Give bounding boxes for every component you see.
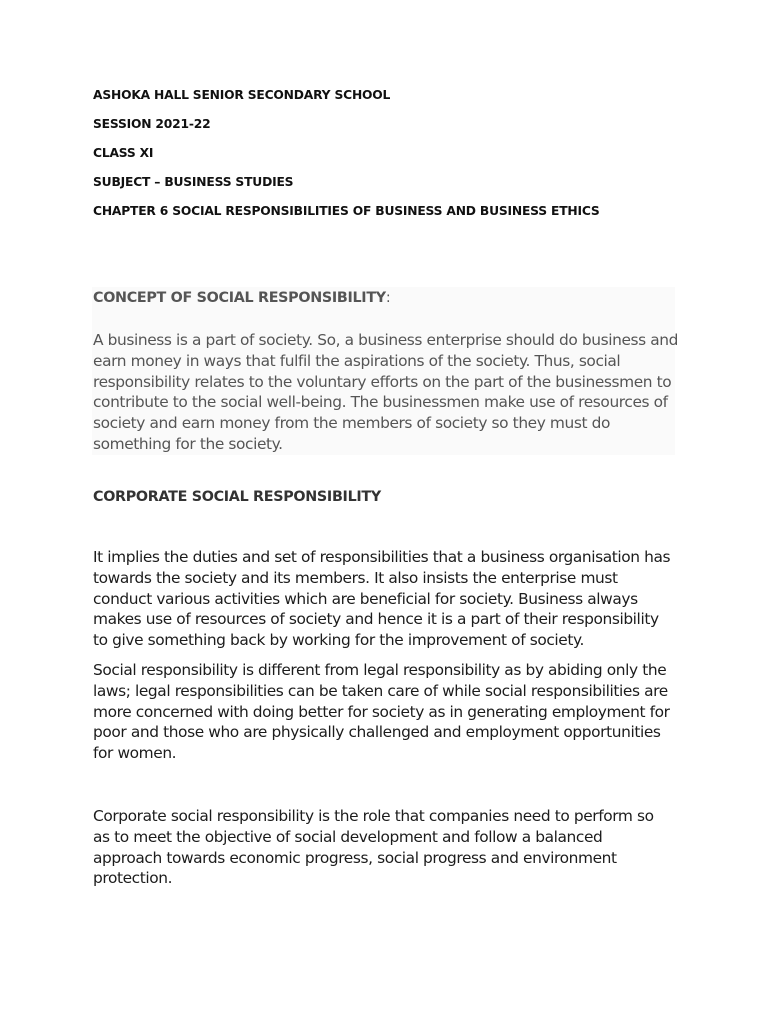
concept-paragraph xyxy=(93,330,683,455)
paragraph-line: laws; legal responsibilities can be taken care of while social responsibilities are xyxy=(93,681,668,700)
paragraph-line: responsibility relates to the voluntary efforts on the part of the businessmen to xyxy=(93,372,672,391)
paragraph-line: something for the society. xyxy=(93,434,283,453)
paragraph-line: protection. xyxy=(93,869,173,888)
concept-heading-colon: : xyxy=(385,290,391,306)
paragraph-line: towards the society and its members. It also insists the enterprise must xyxy=(93,568,618,587)
concept-heading xyxy=(93,290,390,306)
paragraph-line: makes use of resources of society and hence it is a part of their responsibility xyxy=(93,610,659,629)
paragraph-line: earn money in ways that fulfil the aspirations of the society. Thus, social xyxy=(93,351,621,370)
paragraph-line: for women. xyxy=(93,744,177,763)
paragraph-line: society and earn money from the members of society so they must do xyxy=(93,414,611,433)
subject-line: SUBJECT – BUSINESS STUDIES xyxy=(93,175,294,189)
csr-paragraph-1 xyxy=(93,547,683,651)
paragraph-line: as to meet the objective of social development and follow a balanced xyxy=(93,827,603,846)
paragraph-line: more concerned with doing better for society as in generating employment for xyxy=(93,702,670,721)
paragraph-line: It implies the duties and set of responsibilities that a business organisation has xyxy=(93,548,671,566)
paragraph-line: contribute to the social well-being. The businessmen make use of resources of xyxy=(93,393,668,412)
paragraph-line: approach towards economic progress, social progress and environment xyxy=(93,848,617,867)
paragraph-line: poor and those who are physically challenged and employment opportunities xyxy=(93,723,661,742)
paragraph-line: conduct various activities which are beneficial for society. Business always xyxy=(93,589,638,608)
concept-heading-text: CONCEPT OF SOCIAL RESPONSIBILITY xyxy=(93,290,386,306)
paragraph-line: A business is a part of society. So, a business enterprise should do business and xyxy=(93,331,679,349)
class-line: CLASS XI xyxy=(93,146,154,160)
csr-paragraph-3 xyxy=(93,806,683,889)
paragraph-line: Social responsibility is different from legal responsibility as by abiding only the xyxy=(93,661,667,679)
session-line: SESSION 2021-22 xyxy=(93,117,211,131)
csr-paragraph-2 xyxy=(93,660,683,764)
csr-heading: CORPORATE SOCIAL RESPONSIBILITY xyxy=(93,489,381,505)
school-name: ASHOKA HALL SENIOR SECONDARY SCHOOL xyxy=(93,88,391,102)
paragraph-line: to give something back by working for the improvement of society. xyxy=(93,631,584,650)
chapter-title: CHAPTER 6 SOCIAL RESPONSIBILITIES OF BUSINESS AND BUSINESS ETHICS xyxy=(93,204,600,218)
paragraph-line: Corporate social responsibility is the role that companies need to perform so xyxy=(93,807,654,825)
